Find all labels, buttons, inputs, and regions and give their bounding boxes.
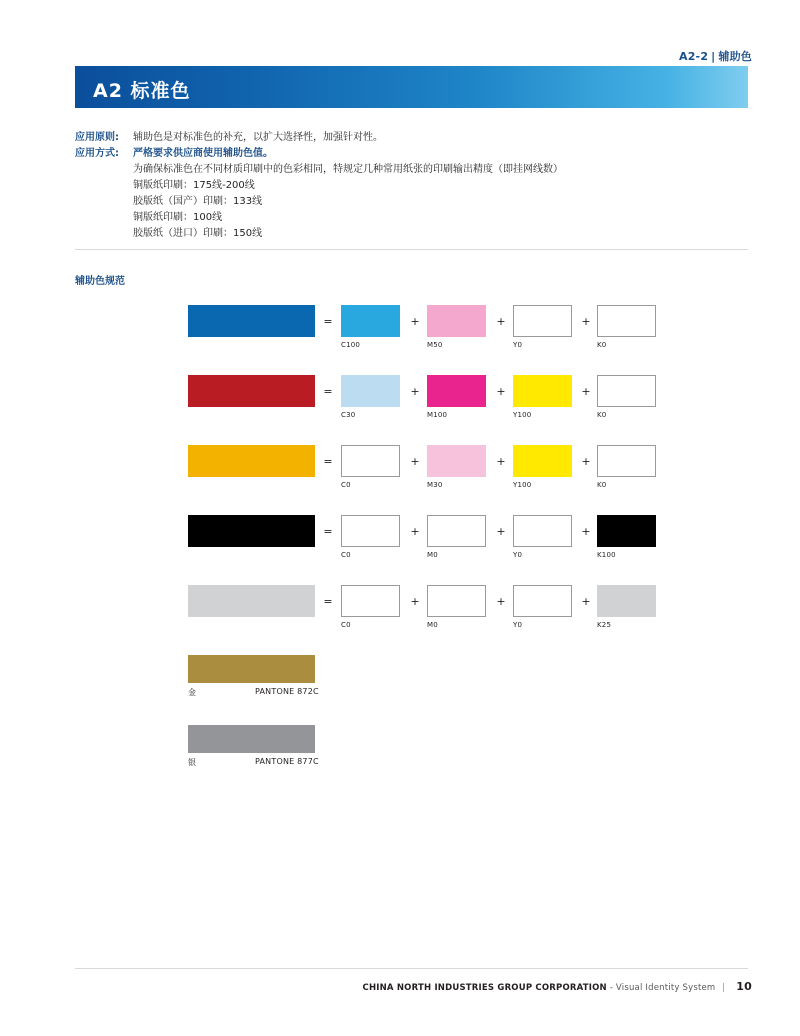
component-swatch-grey-c0	[341, 585, 400, 617]
component-label-black-m0: M0	[427, 551, 438, 559]
metallic-row	[0, 655, 800, 725]
intro-line-5: 胶版纸（进口）印刷：150线	[133, 228, 263, 239]
component-swatch-blue-m50	[427, 305, 486, 337]
page-header	[679, 48, 752, 64]
intro-line-4: 铜版纸印刷：100线	[133, 212, 223, 223]
intro-text-block	[75, 130, 735, 242]
component-label-blue-c100: C100	[341, 341, 361, 349]
intro-line-2: 铜版纸印刷：175线-200线	[133, 180, 255, 191]
main-swatch-grey	[188, 585, 315, 617]
equals-operator: =	[323, 595, 333, 608]
header-code: A2-2	[678, 50, 709, 63]
component-swatch-black-y0	[513, 515, 572, 547]
component-swatch-blue-c100	[341, 305, 400, 337]
color-rows-container	[0, 305, 800, 795]
component-swatch-yellow-k0	[597, 445, 656, 477]
color-row-blue	[0, 305, 800, 375]
plus-operator: +	[581, 455, 591, 468]
component-label-blue-y0: Y0	[513, 341, 523, 349]
plus-operator: +	[496, 315, 506, 328]
metallic-swatch	[188, 725, 315, 753]
plus-operator: +	[496, 525, 506, 538]
component-swatch-black-c0	[341, 515, 400, 547]
component-label-grey-y0: Y0	[513, 621, 523, 629]
component-label-grey-m0: M0	[427, 621, 438, 629]
component-swatch-red-c30	[341, 375, 400, 407]
main-swatch-blue	[188, 305, 315, 337]
intro-method-row	[75, 146, 735, 162]
intro-line-1: 为确保标准色在不同材质印刷中的色彩相同，特规定几种常用纸张的印刷输出精度（即挂网线数）	[133, 164, 563, 175]
intro-principle-label: 应用原则:	[75, 132, 119, 143]
footer-subtitle: - Visual Identity System	[609, 983, 716, 993]
metallic-swatch	[188, 655, 315, 683]
equals-operator: =	[323, 385, 333, 398]
component-swatch-yellow-c0	[341, 445, 400, 477]
plus-operator: +	[410, 315, 420, 328]
component-label-red-y100: Y100	[513, 411, 532, 419]
header-section: 辅助色	[718, 50, 752, 63]
plus-operator: +	[581, 315, 591, 328]
metallic-pantone-code: PANTONE 872C	[255, 687, 319, 696]
component-label-yellow-m30: M30	[427, 481, 443, 489]
header-separator: |	[711, 50, 716, 63]
component-swatch-grey-k25	[597, 585, 656, 617]
equals-operator: =	[323, 315, 333, 328]
component-label-blue-k0: K0	[597, 341, 607, 349]
component-label-red-c30: C30	[341, 411, 356, 419]
component-swatch-red-m100	[427, 375, 486, 407]
component-swatch-yellow-y100	[513, 445, 572, 477]
component-swatch-red-y100	[513, 375, 572, 407]
color-row-grey	[0, 585, 800, 655]
component-swatch-red-k0	[597, 375, 656, 407]
component-label-red-m100: M100	[427, 411, 448, 419]
divider-footer	[75, 968, 748, 969]
section-title-bar	[75, 66, 748, 108]
component-label-yellow-k0: K0	[597, 481, 607, 489]
plus-operator: +	[410, 455, 420, 468]
component-swatch-grey-y0	[513, 585, 572, 617]
footer-page-number: 10	[736, 980, 752, 993]
color-row-red	[0, 375, 800, 445]
section-label-auxiliary-specs: 辅助色规范	[75, 276, 125, 287]
component-swatch-grey-m0	[427, 585, 486, 617]
color-row-black	[0, 515, 800, 585]
plus-operator: +	[496, 455, 506, 468]
component-label-black-c0: C0	[341, 551, 351, 559]
component-label-black-y0: Y0	[513, 551, 523, 559]
plus-operator: +	[581, 525, 591, 538]
intro-method-label: 应用方式:	[75, 148, 119, 159]
footer-separator: |	[722, 983, 726, 993]
plus-operator: +	[410, 595, 420, 608]
color-row-yellow	[0, 445, 800, 515]
component-label-grey-k25: K25	[597, 621, 612, 629]
component-label-grey-c0: C0	[341, 621, 351, 629]
page-title: A2 标准色	[93, 80, 191, 102]
metallic-row	[0, 725, 800, 795]
intro-principle-text: 辅助色是对标准色的补充，以扩大选择性，加强针对性。	[133, 132, 383, 143]
component-swatch-black-k100	[597, 515, 656, 547]
metallic-name: 金	[188, 688, 196, 697]
intro-principle-row	[75, 130, 735, 146]
plus-operator: +	[410, 525, 420, 538]
component-label-yellow-c0: C0	[341, 481, 351, 489]
component-swatch-black-m0	[427, 515, 486, 547]
component-swatch-yellow-m30	[427, 445, 486, 477]
intro-line-3: 胶版纸（国产）印刷：133线	[133, 196, 263, 207]
component-label-black-k100: K100	[597, 551, 616, 559]
plus-operator: +	[496, 595, 506, 608]
main-swatch-black	[188, 515, 315, 547]
plus-operator: +	[410, 385, 420, 398]
divider-top	[75, 249, 748, 250]
component-label-red-k0: K0	[597, 411, 607, 419]
plus-operator: +	[581, 385, 591, 398]
plus-operator: +	[496, 385, 506, 398]
component-swatch-blue-k0	[597, 305, 656, 337]
equals-operator: =	[323, 455, 333, 468]
footer	[363, 980, 753, 993]
metallic-name: 银	[188, 758, 196, 767]
component-label-blue-m50: M50	[427, 341, 443, 349]
metallic-pantone-code: PANTONE 877C	[255, 757, 319, 766]
equals-operator: =	[323, 525, 333, 538]
footer-brand: CHINA NORTH INDUSTRIES GROUP CORPORATION	[362, 983, 607, 993]
main-swatch-yellow	[188, 445, 315, 477]
plus-operator: +	[581, 595, 591, 608]
main-swatch-red	[188, 375, 315, 407]
component-label-yellow-y100: Y100	[513, 481, 532, 489]
component-swatch-blue-y0	[513, 305, 572, 337]
intro-method-text: 严格要求供应商使用辅助色值。	[133, 148, 273, 159]
